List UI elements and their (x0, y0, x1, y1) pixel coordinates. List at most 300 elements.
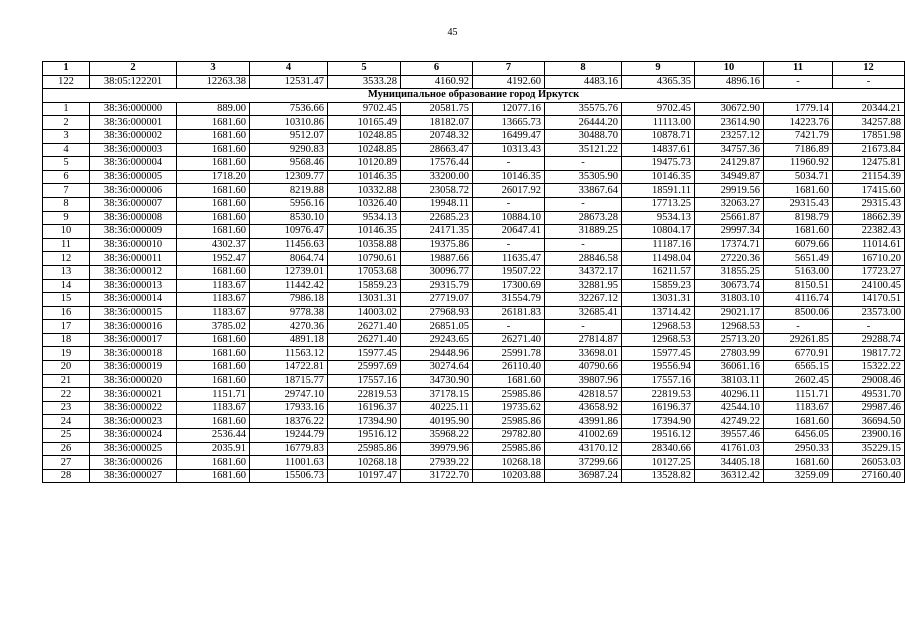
table-cell: 1681.60 (177, 265, 250, 279)
table-cell: 38:36:000016 (90, 320, 177, 334)
column-header: 2 (90, 62, 177, 76)
table-cell: 29919.56 (695, 184, 764, 198)
table-cell: 17713.25 (622, 197, 695, 211)
table-cell: 27968.93 (401, 306, 473, 320)
table-cell: 26271.40 (328, 333, 401, 347)
table-cell: 11960.92 (764, 157, 833, 171)
table-cell: 38:36:000012 (90, 265, 177, 279)
table-cell: 23573.00 (833, 306, 905, 320)
table-cell: 29747.10 (250, 388, 328, 402)
table-cell: 18 (43, 333, 90, 347)
table-cell: 13714.42 (622, 306, 695, 320)
table-cell: 20 (43, 361, 90, 375)
table-cell: 25985.86 (473, 415, 545, 429)
table-cell: 14 (43, 279, 90, 293)
table-cell: 38103.11 (695, 374, 764, 388)
table-cell: 8219.88 (250, 184, 328, 198)
table-cell: - (473, 157, 545, 171)
table-cell: 7 (43, 184, 90, 198)
table-cell: 16779.83 (250, 442, 328, 456)
table-cell: 34257.88 (833, 116, 905, 130)
table-cell: 19948.11 (401, 197, 473, 211)
column-header: 5 (328, 62, 401, 76)
table-cell: 1183.67 (177, 279, 250, 293)
table-cell: 1681.60 (764, 184, 833, 198)
table-cell: 18662.39 (833, 211, 905, 225)
table-cell: 9702.45 (622, 102, 695, 116)
table-cell: 27719.07 (401, 293, 473, 307)
table-cell: 12077.16 (473, 102, 545, 116)
table-cell: 10358.88 (328, 238, 401, 252)
table-cell: 14170.51 (833, 293, 905, 307)
table-cell: 31803.10 (695, 293, 764, 307)
table-cell: 42749.22 (695, 415, 764, 429)
table-cell: 36061.16 (695, 361, 764, 375)
table-cell: 34757.36 (695, 143, 764, 157)
table-cell: 29288.74 (833, 333, 905, 347)
table-cell: 31855.25 (695, 265, 764, 279)
table-cell: 42544.10 (695, 401, 764, 415)
table-cell: - (545, 320, 622, 334)
table-cell: 25997.69 (328, 361, 401, 375)
table-cell: 5 (43, 157, 90, 171)
table-cell: 39557.46 (695, 429, 764, 443)
table-cell: 38:36:000022 (90, 401, 177, 415)
table-cell: 7536.66 (250, 102, 328, 116)
table-cell: 8 (43, 197, 90, 211)
table-cell: 37299.66 (545, 456, 622, 470)
table-cell: 38:36:000015 (90, 306, 177, 320)
table-cell: 25985.86 (473, 388, 545, 402)
table-cell: 29448.96 (401, 347, 473, 361)
table-cell: 1681.60 (177, 143, 250, 157)
table-cell: 27939.22 (401, 456, 473, 470)
table-row (43, 374, 905, 388)
table-cell: 43170.12 (545, 442, 622, 456)
table-cell: 22819.53 (328, 388, 401, 402)
table-cell: 1718.20 (177, 170, 250, 184)
table-cell: 16 (43, 306, 90, 320)
table-cell: - (545, 157, 622, 171)
table-cell: 22685.23 (401, 211, 473, 225)
table-cell: 1681.60 (177, 469, 250, 483)
table-cell: 1952.47 (177, 252, 250, 266)
table-cell: 41761.03 (695, 442, 764, 456)
table-cell: 4365.35 (622, 75, 695, 89)
table-cell: 32881.95 (545, 279, 622, 293)
table-cell: 1681.60 (177, 415, 250, 429)
table-cell: 12739.01 (250, 265, 328, 279)
table-cell: 9534.13 (328, 211, 401, 225)
table-cell: 10248.85 (328, 143, 401, 157)
table-row (43, 306, 905, 320)
table-cell: 23 (43, 401, 90, 415)
table-cell: 17557.16 (328, 374, 401, 388)
table-cell: 19516.12 (328, 429, 401, 443)
table-cell: 15 (43, 293, 90, 307)
table-cell: 31889.25 (545, 225, 622, 239)
table-cell: 6456.05 (764, 429, 833, 443)
table-cell: 1183.67 (177, 401, 250, 415)
table-cell: 30672.90 (695, 102, 764, 116)
table-cell: 1681.60 (177, 225, 250, 239)
table-cell: 18182.07 (401, 116, 473, 130)
table-cell: 19475.73 (622, 157, 695, 171)
table-cell: 9534.13 (622, 211, 695, 225)
table-cell: 21154.39 (833, 170, 905, 184)
table-cell: 26271.40 (328, 320, 401, 334)
table-cell: 37178.15 (401, 388, 473, 402)
table-row (43, 347, 905, 361)
table-cell: 17374.71 (695, 238, 764, 252)
section-title: Муниципальное образование город Иркутск (43, 89, 905, 103)
table-cell: 16196.37 (622, 401, 695, 415)
table-cell: 39979.96 (401, 442, 473, 456)
table-cell: 1183.67 (177, 306, 250, 320)
table-cell: 1681.60 (177, 197, 250, 211)
table-cell: 23257.12 (695, 129, 764, 143)
table-row (43, 415, 905, 429)
table-cell: 4270.36 (250, 320, 328, 334)
table-cell: 4302.37 (177, 238, 250, 252)
table-cell: 30274.64 (401, 361, 473, 375)
table-cell: 34372.17 (545, 265, 622, 279)
table-row (43, 170, 905, 184)
table-cell: 34730.90 (401, 374, 473, 388)
column-header: 3 (177, 62, 250, 76)
table-row (43, 75, 905, 89)
table-cell: 38:36:000027 (90, 469, 177, 483)
table-row (43, 102, 905, 116)
table-cell: 2 (43, 116, 90, 130)
table-cell: 33200.00 (401, 170, 473, 184)
table-cell: 29782.80 (473, 429, 545, 443)
table-cell: 23058.72 (401, 184, 473, 198)
table-row (43, 238, 905, 252)
table-cell: 27220.36 (695, 252, 764, 266)
table-cell: 14223.76 (764, 116, 833, 130)
table-cell: 23900.16 (833, 429, 905, 443)
table-cell: 6565.15 (764, 361, 833, 375)
table-cell: 26 (43, 442, 90, 456)
table-cell: 5034.71 (764, 170, 833, 184)
table-cell: 3533.28 (328, 75, 401, 89)
table-cell: 32063.27 (695, 197, 764, 211)
table-cell: 25985.86 (328, 442, 401, 456)
table-cell: 27814.87 (545, 333, 622, 347)
column-header: 7 (473, 62, 545, 76)
table-cell: 6770.91 (764, 347, 833, 361)
table-cell: 17415.60 (833, 184, 905, 198)
table-cell: 10332.88 (328, 184, 401, 198)
table-cell: 8500.06 (764, 306, 833, 320)
column-header: 12 (833, 62, 905, 76)
table-cell: 27 (43, 456, 90, 470)
table-cell: - (545, 238, 622, 252)
table-row (43, 333, 905, 347)
table-cell: 29243.65 (401, 333, 473, 347)
table-cell: 11563.12 (250, 347, 328, 361)
table-cell: 38:36:000011 (90, 252, 177, 266)
table-cell: 38:36:000018 (90, 347, 177, 361)
table-cell: 29315.79 (401, 279, 473, 293)
table-cell: 30488.70 (545, 129, 622, 143)
table-cell: 28846.58 (545, 252, 622, 266)
table-cell: 38:36:000026 (90, 456, 177, 470)
table-cell: 25985.86 (473, 442, 545, 456)
table-cell: 43991.86 (545, 415, 622, 429)
table-cell: 19735.62 (473, 401, 545, 415)
table-cell: 1183.67 (764, 401, 833, 415)
table-cell: 10976.47 (250, 225, 328, 239)
table-cell: 10268.18 (328, 456, 401, 470)
table-cell: 18591.11 (622, 184, 695, 198)
table-cell: 9 (43, 211, 90, 225)
table-cell: 1681.60 (177, 333, 250, 347)
table-cell: 38:36:000003 (90, 143, 177, 157)
table-cell: 20581.75 (401, 102, 473, 116)
table-cell: 26181.83 (473, 306, 545, 320)
table-cell: 29021.17 (695, 306, 764, 320)
table-cell: 29315.43 (833, 197, 905, 211)
table-cell: 1779.14 (764, 102, 833, 116)
table-cell: 9512.07 (250, 129, 328, 143)
table-cell: 22819.53 (622, 388, 695, 402)
table-cell: 5956.16 (250, 197, 328, 211)
table-cell: - (545, 197, 622, 211)
table-cell: 12968.53 (695, 320, 764, 334)
table-cell: 36312.42 (695, 469, 764, 483)
table-cell: 14837.61 (622, 143, 695, 157)
table-cell: 12309.77 (250, 170, 328, 184)
table-cell: 19887.66 (401, 252, 473, 266)
table-cell: 26053.03 (833, 456, 905, 470)
table-cell: 4483.16 (545, 75, 622, 89)
table-cell: 1681.60 (177, 129, 250, 143)
table-cell: 10203.88 (473, 469, 545, 483)
table-cell: 12531.47 (250, 75, 328, 89)
table-cell: 42818.57 (545, 388, 622, 402)
table-cell: 3 (43, 129, 90, 143)
table-cell: 24100.45 (833, 279, 905, 293)
table-cell: 17300.69 (473, 279, 545, 293)
table-cell: 28673.28 (545, 211, 622, 225)
table-cell: 14722.81 (250, 361, 328, 375)
table-row (43, 469, 905, 483)
table-cell: 15977.45 (328, 347, 401, 361)
table-cell: 40195.90 (401, 415, 473, 429)
table-row (43, 442, 905, 456)
table-cell: 1681.60 (473, 374, 545, 388)
table-cell: - (833, 75, 905, 89)
table-cell: 2602.45 (764, 374, 833, 388)
table-cell: 40225.11 (401, 401, 473, 415)
table-cell: 38:36:000019 (90, 361, 177, 375)
table-cell: 40790.66 (545, 361, 622, 375)
table-cell: 38:36:000007 (90, 197, 177, 211)
table-row (43, 157, 905, 171)
table-cell: 41002.69 (545, 429, 622, 443)
table-cell: 38:36:000010 (90, 238, 177, 252)
table-cell: 38:05:122201 (90, 75, 177, 89)
table-row (43, 129, 905, 143)
table-cell: 26851.05 (401, 320, 473, 334)
table-cell: 27160.40 (833, 469, 905, 483)
table-cell: 38:36:000004 (90, 157, 177, 171)
table-cell: 38:36:000000 (90, 102, 177, 116)
table-cell: 15859.23 (622, 279, 695, 293)
table-cell: 12968.53 (622, 333, 695, 347)
table-cell: 27803.99 (695, 347, 764, 361)
table-cell: 29987.46 (833, 401, 905, 415)
table-cell: 10310.86 (250, 116, 328, 130)
table-row (43, 361, 905, 375)
table-cell: 1681.60 (177, 374, 250, 388)
table-cell: 36987.24 (545, 469, 622, 483)
table-cell: 22 (43, 388, 90, 402)
table-cell: 1681.60 (177, 347, 250, 361)
table-cell: 10804.17 (622, 225, 695, 239)
table-cell: 5651.49 (764, 252, 833, 266)
table-cell: 33867.64 (545, 184, 622, 198)
column-header: 9 (622, 62, 695, 76)
table-cell: 35121.22 (545, 143, 622, 157)
table-cell: 28340.66 (622, 442, 695, 456)
table-cell: 17394.90 (328, 415, 401, 429)
table-cell: 22382.43 (833, 225, 905, 239)
table-cell: 10790.61 (328, 252, 401, 266)
table-cell: 1681.60 (764, 225, 833, 239)
table-row (43, 401, 905, 415)
table-row (43, 293, 905, 307)
table-cell: 1151.71 (177, 388, 250, 402)
table-cell: 1681.60 (177, 157, 250, 171)
table-cell: 9568.46 (250, 157, 328, 171)
table-cell: 39807.96 (545, 374, 622, 388)
table-cell: 9778.38 (250, 306, 328, 320)
table-cell: 889.00 (177, 102, 250, 116)
table-cell: - (473, 197, 545, 211)
table-cell: 26271.40 (473, 333, 545, 347)
table-row (43, 184, 905, 198)
table-cell: 24171.35 (401, 225, 473, 239)
table-cell: 1 (43, 102, 90, 116)
table-cell: 38:36:000025 (90, 442, 177, 456)
table-cell: 14003.02 (328, 306, 401, 320)
table-cell: 10146.35 (473, 170, 545, 184)
table-cell: 24 (43, 415, 90, 429)
table-cell: 9290.83 (250, 143, 328, 157)
table-cell: 4 (43, 143, 90, 157)
table-cell: 10884.10 (473, 211, 545, 225)
table-cell: 17851.98 (833, 129, 905, 143)
table-cell: 12475.81 (833, 157, 905, 171)
table-cell: 29997.34 (695, 225, 764, 239)
table-cell: 7186.89 (764, 143, 833, 157)
column-header: 10 (695, 62, 764, 76)
table-cell: 35968.22 (401, 429, 473, 443)
table-cell: 26017.92 (473, 184, 545, 198)
table-cell: 4116.74 (764, 293, 833, 307)
table-cell: 35305.90 (545, 170, 622, 184)
table-cell: 10146.35 (328, 170, 401, 184)
cadastral-value-table (42, 61, 905, 483)
table-cell: - (764, 320, 833, 334)
table-cell: 16499.47 (473, 129, 545, 143)
table-row (43, 197, 905, 211)
table-row (43, 225, 905, 239)
table-row (43, 143, 905, 157)
table-cell: 13665.73 (473, 116, 545, 130)
table-row (43, 211, 905, 225)
table-cell: 1151.71 (764, 388, 833, 402)
header-row (43, 62, 905, 76)
table-cell: 11498.04 (622, 252, 695, 266)
table-cell: 24129.87 (695, 157, 764, 171)
table-cell: 29008.46 (833, 374, 905, 388)
table-cell: 10878.71 (622, 129, 695, 143)
table-row (43, 116, 905, 130)
table-cell: 20647.41 (473, 225, 545, 239)
table-cell: 1681.60 (177, 361, 250, 375)
table-cell: 19244.79 (250, 429, 328, 443)
table-cell: 16196.37 (328, 401, 401, 415)
table-cell: 32267.12 (545, 293, 622, 307)
table-cell: 2950.33 (764, 442, 833, 456)
table-cell: 30673.74 (695, 279, 764, 293)
table-cell: - (833, 320, 905, 334)
table-cell: 26444.20 (545, 116, 622, 130)
table-cell: 31722.70 (401, 469, 473, 483)
table-cell: 17557.16 (622, 374, 695, 388)
table-cell: 30096.77 (401, 265, 473, 279)
table-cell: 10146.35 (622, 170, 695, 184)
table-cell: 10197.47 (328, 469, 401, 483)
table-cell: 10120.89 (328, 157, 401, 171)
table-cell: 1681.60 (177, 184, 250, 198)
table-cell: 17394.90 (622, 415, 695, 429)
table-cell: 29315.43 (764, 197, 833, 211)
table-cell: 11113.00 (622, 116, 695, 130)
table-cell: 36694.50 (833, 415, 905, 429)
table-cell: 1681.60 (177, 456, 250, 470)
table-cell: 7421.79 (764, 129, 833, 143)
table-cell: 3259.09 (764, 469, 833, 483)
table-cell: 38:36:000001 (90, 116, 177, 130)
table-cell: 21 (43, 374, 90, 388)
column-header: 4 (250, 62, 328, 76)
table-cell: 12263.38 (177, 75, 250, 89)
table-cell: 34949.87 (695, 170, 764, 184)
table-cell: 1681.60 (177, 211, 250, 225)
table-cell: 3785.02 (177, 320, 250, 334)
table-cell: 35575.76 (545, 102, 622, 116)
table-cell: 38:36:000023 (90, 415, 177, 429)
table-cell: 10165.49 (328, 116, 401, 130)
column-header: 11 (764, 62, 833, 76)
table-cell: 43658.92 (545, 401, 622, 415)
column-header: 8 (545, 62, 622, 76)
table-cell: 17723.27 (833, 265, 905, 279)
table-cell: 11635.47 (473, 252, 545, 266)
table-cell: 6 (43, 170, 90, 184)
table-cell: 10127.25 (622, 456, 695, 470)
table-cell: 19817.72 (833, 347, 905, 361)
table-cell: 13528.82 (622, 469, 695, 483)
table-cell: - (764, 75, 833, 89)
table-cell: 18715.77 (250, 374, 328, 388)
table-row (43, 429, 905, 443)
